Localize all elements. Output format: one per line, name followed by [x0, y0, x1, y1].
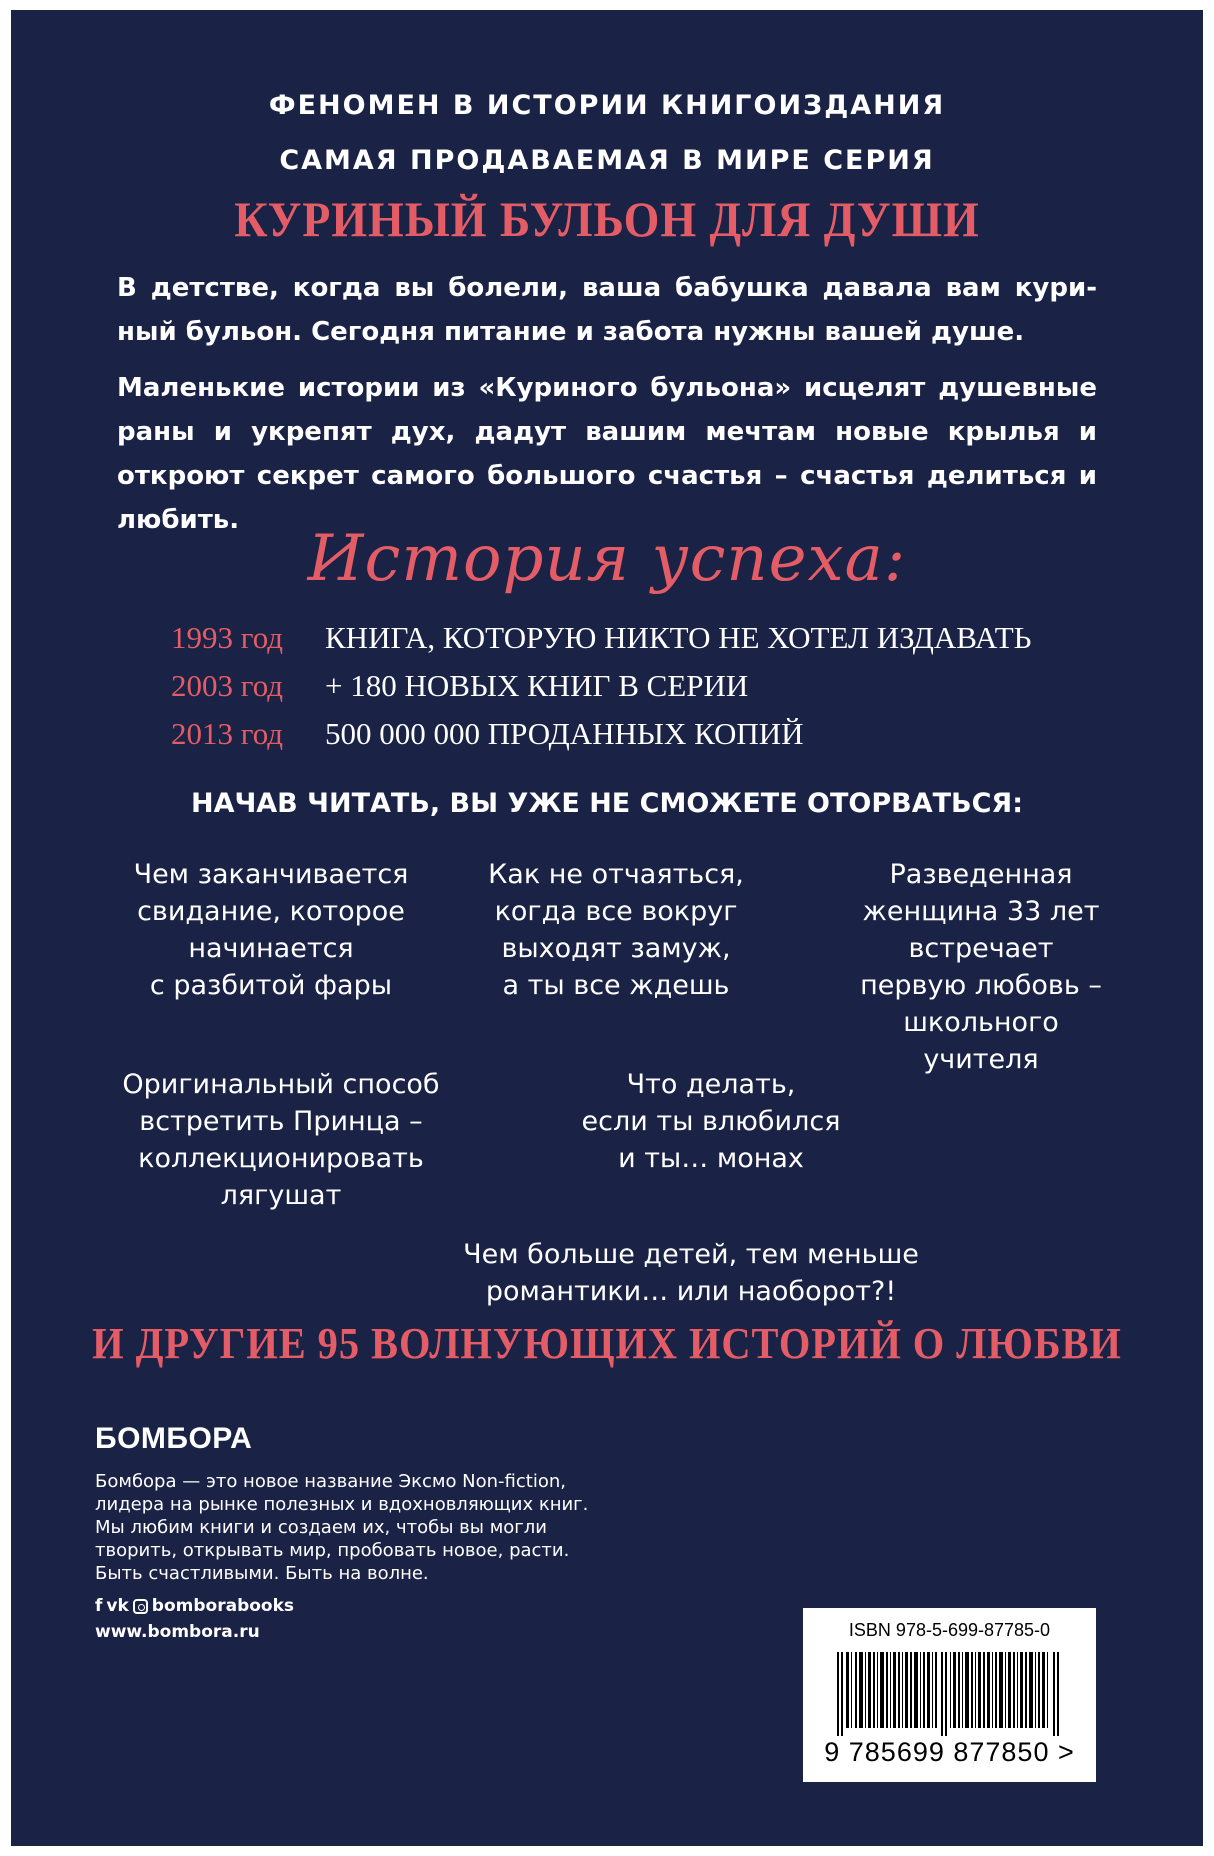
timeline-text: 500 000 000 ПРОДАННЫХ КОПИЙ	[325, 716, 804, 751]
teaser-collect-frogs: Оригинальный способ встретить Принца – коллекционировать лягушат	[122, 1069, 440, 1211]
teaser-more-kids: Чем больше детей, тем меньше романтики… или наоборот?!	[463, 1239, 919, 1307]
barcode-panel	[803, 1608, 1096, 1782]
header-line-bestselling: САМАЯ ПРОДАВАЕМАЯ В МИРЕ СЕРИЯ	[279, 145, 935, 176]
publisher-description: Бомбора — это новое название Эксмо Non-fiction, лидера на рынке полезных и вдохновляющих книг. Мы любим книги и создаем их, чтобы вы могли творить, открывать мир, пробовать новое, расти. Быть счастливыми. Быть на волне.	[95, 1471, 589, 1584]
intro-paragraph-2: Маленькие истории из «Куриного бульона» исцелят душевные раны и укрепят дух, дадут вашим мечтам новые крылья и откроют секрет самого большого счастья – счастья делиться и любить.	[117, 373, 1097, 535]
social-links	[95, 1596, 294, 1616]
book-back-cover	[11, 10, 1203, 1846]
timeline-text: + 180 НОВЫХ КНИГ В СЕРИИ	[325, 668, 749, 703]
timeline-year: 2013 год	[171, 716, 284, 751]
header-line-phenomenon: ФЕНОМЕН В ИСТОРИИ КНИГОИЗДАНИЯ	[268, 90, 946, 121]
social-handle: bomborabooks	[151, 1596, 295, 1616]
vk-icon: vk	[106, 1596, 129, 1616]
intro-paragraph-1: В детстве, когда вы болели, ваша бабушка давала вам куриный бульон. Сегодня питание и забота нужны вашей душе.	[117, 273, 1097, 347]
timeline-year: 1993 год	[171, 620, 284, 655]
barcode-bars	[837, 1652, 1062, 1736]
teaser-everyone-married: Как не отчаяться, когда все вокруг выходят замуж, а ты все ждешь	[488, 859, 744, 1001]
isbn-number: ISBN 978-5-699-87785-0	[848, 1620, 1051, 1640]
timeline-year: 2003 год	[171, 668, 284, 703]
publisher-logo: БОМБОРА	[95, 1422, 253, 1455]
teaser-first-love-teacher: Разведенная женщина 33 лет встречает первую любовь – школьного учителя	[860, 859, 1102, 1075]
instagram-icon	[133, 1599, 148, 1614]
success-story-title: История успеха:	[307, 522, 907, 596]
hook-line: НАЧАВ ЧИТАТЬ, ВЫ УЖЕ НЕ СМОЖЕТЕ ОТОРВАТЬСЯ:	[190, 788, 1024, 819]
more-stories-tagline: И ДРУГИЕ 95 ВОЛНУЮЩИХ ИСТОРИЙ О ЛЮБВИ	[92, 1319, 1122, 1368]
barcode-digits: 9 785699 877850 >	[824, 1737, 1075, 1767]
facebook-icon: f	[95, 1596, 103, 1616]
teaser-monk-in-love: Что делать, если ты влюбился и ты… монах	[581, 1069, 841, 1174]
teaser-broken-headlight: Чем заканчивается свидание, которое начинается с разбитой фары	[133, 859, 409, 1001]
series-title: КУРИНЫЙ БУЛЬОН ДЛЯ ДУШИ	[234, 191, 980, 247]
publisher-website: www.bombora.ru	[95, 1622, 260, 1642]
timeline-text: КНИГА, КОТОРУЮ НИКТО НЕ ХОТЕЛ ИЗДАВАТЬ	[325, 620, 1032, 655]
